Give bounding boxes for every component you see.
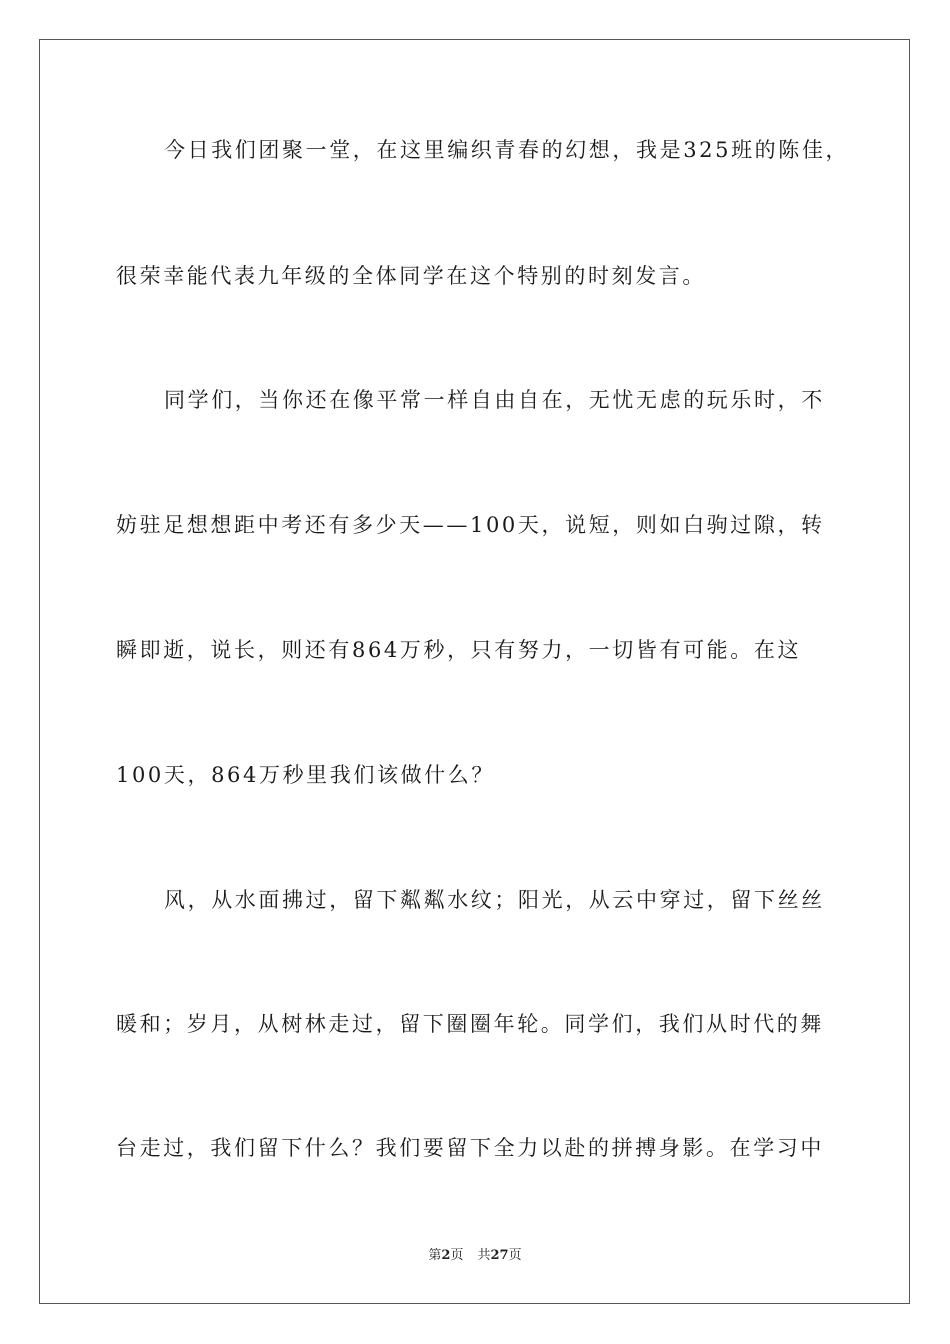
page-footer bbox=[0, 1247, 950, 1265]
paragraph-1-line-2: 很荣幸能代表九年级的全体同学在这个特别的时刻发言。 bbox=[116, 264, 706, 288]
paragraph-3-line-2: 暖和；岁月，从树林走过，留下圈圈年轮。同学们，我们从时代的舞 bbox=[116, 1012, 824, 1036]
page-border bbox=[39, 39, 910, 1304]
footer-page-prefix: 第 bbox=[428, 1248, 442, 1263]
paragraph-2-line-2: 妨驻足想想距中考还有多少天——100天，说短，则如白驹过隙，转 bbox=[116, 513, 825, 537]
footer-total-suffix: 页 bbox=[508, 1248, 522, 1263]
paragraph-3-line-1: 风，从水面拂过，留下粼粼水纹；阳光，从云中穿过，留下丝丝 bbox=[164, 888, 825, 912]
footer-page-number: 2 bbox=[441, 1248, 451, 1263]
paragraph-2-line-1: 同学们，当你还在像平常一样自由自在，无忧无虑的玩乐时，不 bbox=[164, 388, 825, 412]
paragraph-1-line-1: 今日我们团聚一堂，在这里编织青春的幻想，我是325班的陈佳， bbox=[164, 138, 850, 162]
footer-page-suffix: 页 bbox=[450, 1248, 464, 1263]
paragraph-2-line-4: 100天，864万秒里我们该做什么？ bbox=[116, 763, 495, 787]
paragraph-3-line-3: 台走过，我们留下什么？我们要留下全力以赴的拼搏身影。在学习中 bbox=[116, 1136, 824, 1160]
footer-total-prefix: 共 bbox=[477, 1248, 491, 1263]
paragraph-2-line-3: 瞬即逝，说长，则还有864万秒，只有努力，一切皆有可能。在这 bbox=[116, 638, 802, 662]
footer-total-pages: 27 bbox=[490, 1248, 509, 1263]
